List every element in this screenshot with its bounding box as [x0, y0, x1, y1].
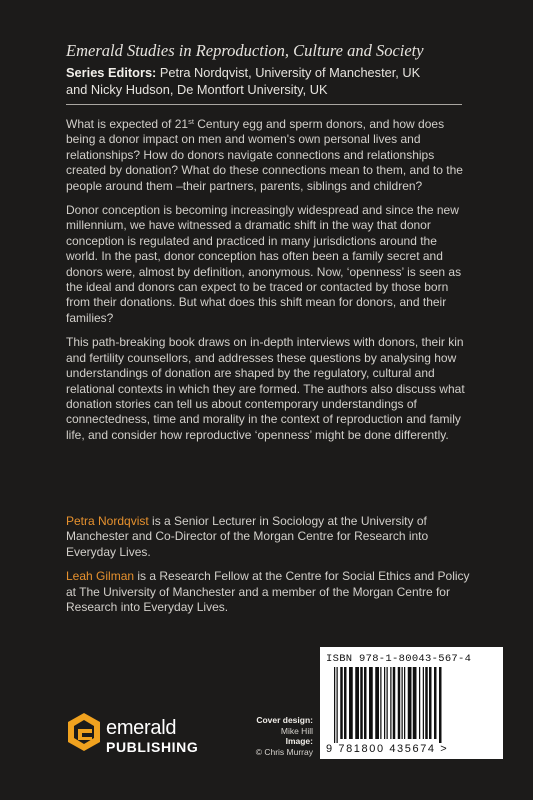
cover-design-label: Cover design: [256, 715, 313, 725]
author-bios [66, 514, 471, 624]
series-editors-names-2: and Nicky Hudson, De Montfort University, UK [66, 82, 328, 97]
blurb-paragraph-2: Donor conception is becoming increasingly widespread and since the new millennium, we have witnessed a dramatic shift in the way that donor conception is regulated and practiced in many jurisdictions around the world. In the past, donor conception has often been a family secret and donors were, almost by definition, anonymous. Now, ‘openness’ is seen as the ideal and donors can expect to be traced or contacted by those born from their donations. But what does this shift mean for donors, and their families? [66, 203, 462, 325]
barcode-bar [429, 667, 432, 739]
barcode-bar [387, 667, 388, 739]
author-bio-text-1: is a Senior Lecturer in Sociology at the University of Manchester and Co-Director of the Morgan Centre for Research into Everyday Lives. [66, 514, 429, 559]
barcode-bar [340, 667, 343, 739]
barcode-bar [423, 667, 424, 739]
barcode-bar [408, 667, 412, 739]
barcode-bar [439, 667, 442, 743]
series-editors-names-1: Petra Nordqvist, University of Manchester, UK [159, 65, 421, 80]
logo-wordmark-emerald: emerald [106, 717, 177, 739]
barcode-digits: 9 781800 435674 > [326, 743, 449, 755]
author-bio-2 [66, 569, 471, 615]
author-name-2: Leah Gilman [66, 569, 135, 584]
barcode-bar [380, 667, 381, 739]
barcode-bar [369, 667, 373, 739]
isbn-text: ISBN 978-1-80043-567-4 [326, 653, 472, 665]
barcode-bar [384, 667, 385, 739]
barcode-bar [337, 667, 338, 743]
barcode-bar [398, 667, 401, 739]
image-credit-label: Image: [285, 736, 313, 746]
barcode-bar [434, 667, 437, 739]
series-title: Emerald Studies in Reproduction, Culture and Society [66, 41, 424, 60]
barcode-bar [390, 667, 391, 739]
barcode-bar [349, 667, 353, 739]
barcode-bar [404, 667, 405, 739]
barcode-bar [334, 667, 335, 743]
author-name-1: Petra Nordqvist [66, 514, 149, 528]
emerald-logo-icon [66, 712, 102, 758]
series-editors-label: Series Editors: [66, 65, 157, 80]
barcode-bar [364, 667, 367, 739]
author-bio-1 [66, 514, 471, 560]
emerald-publishing-logo [66, 712, 199, 760]
barcode-bar [375, 667, 379, 739]
series-editors [66, 64, 466, 98]
barcode-bar [360, 667, 363, 739]
barcode-bar [419, 667, 420, 739]
blurb-p1-start: What is expected of 21 [66, 117, 189, 131]
series-editors-line1 [66, 64, 466, 81]
divider-rule [66, 104, 462, 105]
barcode-bar [425, 667, 428, 739]
book-blurb [66, 117, 471, 452]
author-bio-text-2: is a Research Fellow at the Centre for Social Ethics and Policy at The University of Manchester and a member of the Morgan Centre for Research into Everyday Lives. [66, 569, 470, 615]
barcode-bar [344, 667, 347, 739]
barcode-bar [355, 667, 359, 739]
barcode-bars [332, 667, 494, 745]
image-credit-value: © Chris Murray [255, 746, 313, 757]
barcode-bar [402, 667, 403, 739]
barcode-bar [393, 667, 396, 739]
blurb-p1-rest: Century egg and sperm donors, and how does being a donor impact on men and women's own personal lives and relationships? How do donors navigate connections and relationships created by donation? What do these connections mean to them, and to the people around them –their partners, parents, siblings and children? [66, 117, 463, 193]
logo-wordmark-publishing: PUBLISHING [106, 739, 199, 755]
cover-design-value: Mike Hill [280, 725, 313, 736]
blurb-p1-superscript: st [188, 117, 194, 126]
cover-credits [200, 715, 313, 757]
isbn-barcode [320, 647, 503, 759]
blurb-paragraph-1 [66, 117, 471, 194]
blurb-paragraph-3: This path-breaking book draws on in-depth interviews with donors, their kin and fertility counsellors, and addresses these questions by analysing how understandings of donation are shaped by the regulatory, cultural and relational contexts in which they are formed. The authors also discuss what donation stories can tell us about contemporary understandings of connectedness, time and morality in the context of reproduction and family life, and consider how reproductive ‘openness’ might be done differently. [66, 335, 465, 442]
barcode-bar [413, 667, 417, 739]
